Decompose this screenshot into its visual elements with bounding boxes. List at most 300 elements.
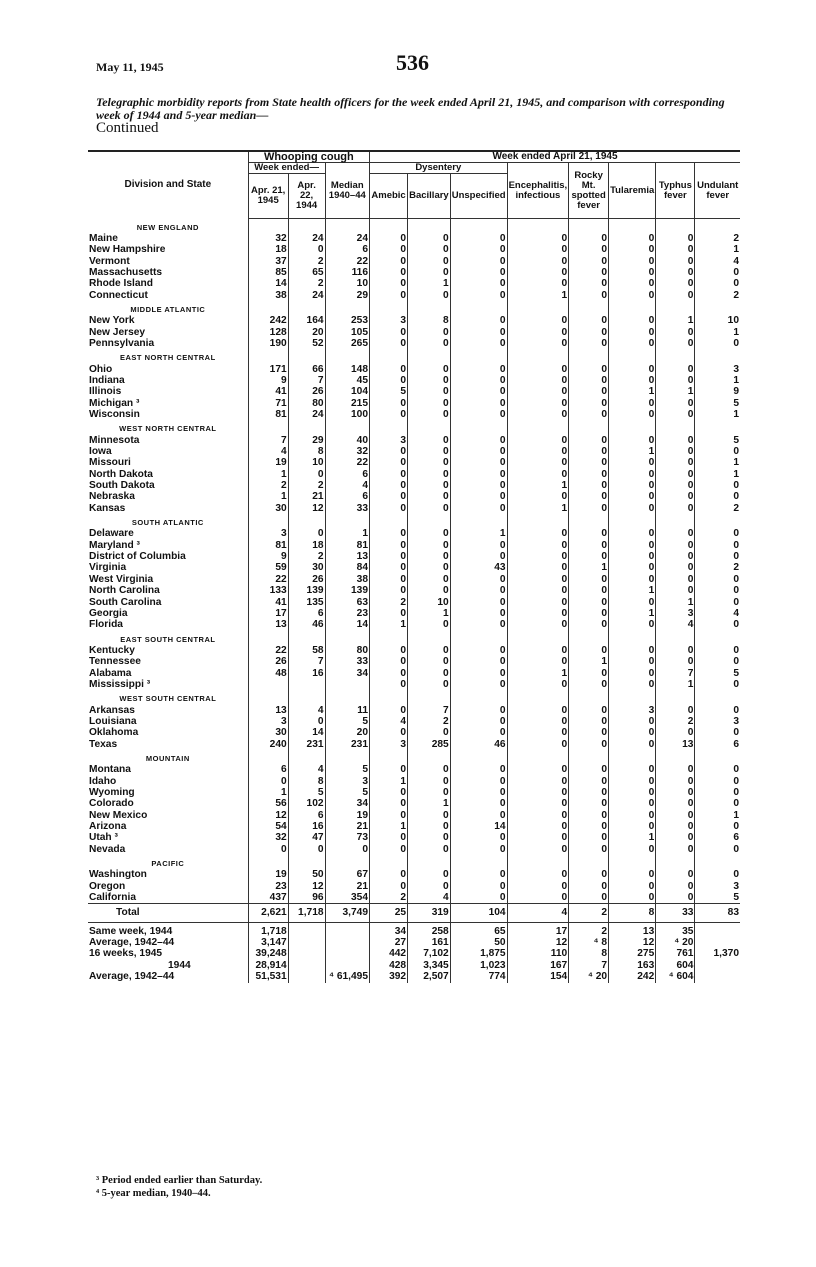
data-cell: 2 <box>370 597 408 608</box>
total-cell: 2,621 <box>248 904 288 922</box>
state-name: Maryland ³ <box>89 539 140 551</box>
data-cell: 0 <box>569 787 609 798</box>
data-cell: 0 <box>695 338 740 349</box>
data-cell: 4 <box>656 619 695 630</box>
state-row <box>88 869 740 880</box>
data-cell: 0 <box>656 327 695 338</box>
data-cell: 16 <box>288 668 325 679</box>
data-cell: 1 <box>695 457 740 468</box>
data-cell: 0 <box>370 244 408 255</box>
data-cell: 0 <box>609 574 656 585</box>
data-cell: 1 <box>656 597 695 608</box>
data-cell: 0 <box>609 315 656 326</box>
data-cell: 0 <box>656 244 695 255</box>
data-cell: 0 <box>408 764 451 775</box>
data-cell: 0 <box>450 668 507 679</box>
data-cell: 14 <box>450 821 507 832</box>
data-cell: 0 <box>408 327 451 338</box>
total-cell: 104 <box>450 904 507 922</box>
summary-label: 16 weeks, 1945 <box>89 948 163 960</box>
empty-cell <box>507 631 569 645</box>
state-name: Montana <box>89 764 131 776</box>
data-cell: 46 <box>288 619 325 630</box>
data-cell: 0 <box>507 540 569 551</box>
data-cell: 0 <box>408 881 451 892</box>
data-cell: 5 <box>695 435 740 446</box>
data-cell: 0 <box>450 869 507 880</box>
data-cell: 0 <box>408 480 451 491</box>
data-cell: 2 <box>695 562 740 573</box>
data-cell: 0 <box>450 267 507 278</box>
state-name: Arkansas <box>89 704 135 716</box>
total-cell: 33 <box>656 904 695 922</box>
data-cell: 0 <box>408 409 451 420</box>
data-cell: 0 <box>370 290 408 301</box>
data-cell: 0 <box>370 409 408 420</box>
data-cell: 0 <box>609 327 656 338</box>
data-cell: 0 <box>569 869 609 880</box>
data-cell: 81 <box>248 540 288 551</box>
summary-row <box>88 960 740 971</box>
empty-cell <box>695 750 740 764</box>
data-cell: 33 <box>325 656 369 667</box>
data-cell: 0 <box>408 398 451 409</box>
summary-cell: 110 <box>507 948 569 959</box>
data-cell: 5 <box>695 398 740 409</box>
data-cell: 12 <box>248 810 288 821</box>
summary-cell: 7,102 <box>408 948 451 959</box>
data-cell: 0 <box>288 844 325 855</box>
data-cell: 1 <box>695 327 740 338</box>
data-cell: 0 <box>569 574 609 585</box>
empty-cell <box>248 420 288 434</box>
data-cell: 0 <box>408 233 451 244</box>
state-name: Pennsylvania <box>89 337 155 349</box>
data-cell: 6 <box>248 764 288 775</box>
data-cell: 0 <box>569 290 609 301</box>
summary-cell: 2,507 <box>408 971 451 982</box>
empty-cell <box>248 514 288 528</box>
data-cell: 46 <box>450 739 507 750</box>
data-cell: 1 <box>507 290 569 301</box>
data-cell: 0 <box>656 574 695 585</box>
data-cell: 0 <box>370 278 408 289</box>
data-cell: 1 <box>609 386 656 397</box>
state-name: Louisiana <box>89 715 137 727</box>
data-cell: 13 <box>656 739 695 750</box>
summary-cell <box>288 971 325 982</box>
data-cell: 0 <box>609 398 656 409</box>
data-cell: 0 <box>569 645 609 656</box>
footnote-3: ³ Period ended earlier than Saturday. <box>96 1175 263 1186</box>
summary-cell: 34 <box>370 922 408 937</box>
data-cell: 47 <box>288 832 325 843</box>
data-cell: 0 <box>507 364 569 375</box>
week-ended-header: Week ended April 21, 1945 <box>370 151 740 163</box>
state-row <box>88 656 740 667</box>
data-cell: 0 <box>569 705 609 716</box>
data-cell: 0 <box>507 398 569 409</box>
data-cell: 171 <box>248 364 288 375</box>
empty-cell <box>248 855 288 869</box>
data-cell: 10 <box>325 278 369 289</box>
data-cell: 0 <box>370 798 408 809</box>
empty-cell <box>569 855 609 869</box>
summary-row <box>88 971 740 982</box>
data-cell: 96 <box>288 892 325 904</box>
state-row <box>88 798 740 809</box>
data-cell: 5 <box>325 787 369 798</box>
data-cell: 26 <box>288 574 325 585</box>
data-cell: 0 <box>507 233 569 244</box>
empty-cell <box>569 750 609 764</box>
data-cell: 3 <box>248 716 288 727</box>
empty-cell <box>609 349 656 363</box>
summary-cell: 258 <box>408 922 451 937</box>
data-cell: 0 <box>370 656 408 667</box>
data-cell: 4 <box>325 480 369 491</box>
data-cell: 0 <box>507 727 569 738</box>
data-cell: 30 <box>248 503 288 514</box>
data-cell: 0 <box>408 562 451 573</box>
summary-cell: 8 <box>569 948 609 959</box>
region-header <box>88 420 740 434</box>
data-cell: 0 <box>609 597 656 608</box>
summary-cell <box>695 937 740 948</box>
empty-cell <box>325 514 369 528</box>
data-cell: 21 <box>325 881 369 892</box>
data-cell: 63 <box>325 597 369 608</box>
data-cell: 0 <box>408 528 451 539</box>
empty-cell <box>450 631 507 645</box>
summary-cell: 161 <box>408 937 451 948</box>
state-name: Minnesota <box>89 434 140 446</box>
data-cell: 0 <box>408 551 451 562</box>
data-cell: 0 <box>507 446 569 457</box>
data-cell: 0 <box>450 832 507 843</box>
data-cell: 0 <box>569 503 609 514</box>
col-median: Median 1940–44 <box>325 163 369 219</box>
data-cell: 2 <box>248 480 288 491</box>
state-name: Arizona <box>89 821 127 833</box>
data-cell: 0 <box>656 551 695 562</box>
data-cell: 52 <box>288 338 325 349</box>
data-cell: 0 <box>656 338 695 349</box>
data-cell: 0 <box>609 409 656 420</box>
data-cell: 1 <box>609 832 656 843</box>
data-cell: 0 <box>609 619 656 630</box>
data-cell: 0 <box>609 491 656 502</box>
state-name: Mississippi ³ <box>89 678 151 690</box>
data-cell: 26 <box>248 656 288 667</box>
data-cell: 45 <box>325 375 369 386</box>
whooping-cough-header: Whooping cough <box>248 151 369 163</box>
data-cell: 38 <box>325 574 369 585</box>
empty-cell <box>450 690 507 704</box>
data-cell: 0 <box>609 716 656 727</box>
total-cell: 8 <box>609 904 656 922</box>
data-cell: 0 <box>695 278 740 289</box>
data-cell: 0 <box>370 608 408 619</box>
data-cell: 80 <box>288 398 325 409</box>
empty-cell <box>408 420 451 434</box>
data-cell: 0 <box>408 244 451 255</box>
summary-cell: 154 <box>507 971 569 982</box>
summary-cell: 28,914 <box>248 960 288 971</box>
data-cell: 0 <box>609 375 656 386</box>
data-cell: 1 <box>408 798 451 809</box>
empty-cell <box>248 219 288 233</box>
data-cell: 0 <box>507 705 569 716</box>
state-row <box>88 821 740 832</box>
data-cell: 12 <box>288 503 325 514</box>
data-cell: 0 <box>609 256 656 267</box>
data-cell: 14 <box>288 727 325 738</box>
data-cell: 0 <box>656 469 695 480</box>
data-cell: 0 <box>609 528 656 539</box>
data-cell: 12 <box>288 881 325 892</box>
data-cell: 84 <box>325 562 369 573</box>
summary-row <box>88 937 740 948</box>
empty-cell <box>288 855 325 869</box>
data-cell: 3 <box>248 528 288 539</box>
data-cell: 0 <box>370 267 408 278</box>
data-cell: 0 <box>569 597 609 608</box>
data-cell: 0 <box>507 869 569 880</box>
region-name: MOUNTAIN <box>145 753 190 763</box>
state-name: Virginia <box>89 562 127 574</box>
data-cell: 0 <box>450 844 507 855</box>
state-name: District of Columbia <box>89 551 186 563</box>
state-name: Missouri <box>89 457 131 469</box>
data-cell: 0 <box>507 716 569 727</box>
data-cell: 24 <box>288 409 325 420</box>
data-cell: 6 <box>325 491 369 502</box>
data-cell: 0 <box>695 821 740 832</box>
data-cell: 354 <box>325 892 369 904</box>
data-cell: 32 <box>248 233 288 244</box>
region-header <box>88 631 740 645</box>
data-cell: 0 <box>569 375 609 386</box>
data-cell: 0 <box>450 787 507 798</box>
data-cell: 17 <box>248 608 288 619</box>
data-cell: 1 <box>450 528 507 539</box>
data-cell: 139 <box>325 585 369 596</box>
summary-cell: 392 <box>370 971 408 982</box>
data-cell: 71 <box>248 398 288 409</box>
data-cell: 0 <box>656 528 695 539</box>
data-cell: 0 <box>370 764 408 775</box>
data-cell: 0 <box>450 233 507 244</box>
data-cell: 0 <box>569 244 609 255</box>
empty-cell <box>248 631 288 645</box>
data-cell: 0 <box>656 278 695 289</box>
data-cell: 1 <box>248 491 288 502</box>
data-cell: 0 <box>370 787 408 798</box>
empty-cell <box>695 420 740 434</box>
data-cell: 0 <box>450 574 507 585</box>
col-apr-22: Apr. 22, 1944 <box>288 174 325 219</box>
region-header <box>88 349 740 363</box>
data-cell: 0 <box>507 597 569 608</box>
summary-cell <box>695 960 740 971</box>
summary-cell: 163 <box>609 960 656 971</box>
summary-cell <box>325 937 369 948</box>
data-cell: 0 <box>450 679 507 690</box>
data-cell: 0 <box>656 645 695 656</box>
empty-cell <box>408 855 451 869</box>
state-name: West Virginia <box>89 573 154 585</box>
data-cell: 0 <box>569 338 609 349</box>
data-cell: 0 <box>695 869 740 880</box>
state-name: Michigan ³ <box>89 397 140 409</box>
data-cell: 3 <box>370 315 408 326</box>
page-date: May 11, 1945 <box>96 60 164 74</box>
data-cell: 29 <box>325 290 369 301</box>
data-cell: 0 <box>656 881 695 892</box>
page-number: 536 <box>396 50 429 75</box>
data-cell: 1 <box>695 469 740 480</box>
state-name: Wyoming <box>89 787 135 798</box>
summary-cell: 13 <box>609 922 656 937</box>
data-cell: 0 <box>288 244 325 255</box>
empty-cell <box>370 750 408 764</box>
data-cell: 0 <box>408 457 451 468</box>
empty-cell <box>408 219 451 233</box>
summary-row <box>88 948 740 959</box>
data-cell: 0 <box>507 327 569 338</box>
data-cell: 128 <box>248 327 288 338</box>
data-cell: 34 <box>325 798 369 809</box>
state-row <box>88 551 740 562</box>
data-cell: 48 <box>248 668 288 679</box>
state-name: Colorado <box>89 798 134 810</box>
col-tularemia: Tularemia <box>609 163 656 219</box>
data-cell: 0 <box>370 881 408 892</box>
data-cell: 0 <box>408 727 451 738</box>
data-cell: 0 <box>450 892 507 904</box>
summary-cell: 51,531 <box>248 971 288 982</box>
empty-cell <box>656 349 695 363</box>
data-cell: 0 <box>609 457 656 468</box>
data-cell: 6 <box>695 832 740 843</box>
state-name: Alabama <box>89 667 132 679</box>
data-cell: 81 <box>325 540 369 551</box>
data-cell: 41 <box>248 597 288 608</box>
empty-cell <box>609 855 656 869</box>
data-cell: 0 <box>569 764 609 775</box>
data-cell: 9 <box>248 551 288 562</box>
data-cell: 0 <box>408 503 451 514</box>
data-cell: 0 <box>370 480 408 491</box>
data-cell: 0 <box>450 398 507 409</box>
data-cell: 22 <box>248 574 288 585</box>
data-cell: 0 <box>569 892 609 904</box>
total-cell: 83 <box>695 904 740 922</box>
data-cell: 5 <box>370 386 408 397</box>
state-row <box>88 409 740 420</box>
state-row <box>88 375 740 386</box>
empty-cell <box>408 349 451 363</box>
data-cell: 21 <box>325 821 369 832</box>
data-cell: 8 <box>288 776 325 787</box>
data-cell: 0 <box>569 457 609 468</box>
total-cell: 25 <box>370 904 408 922</box>
state-name: Connecticut <box>89 289 148 301</box>
data-cell: 21 <box>288 491 325 502</box>
state-row <box>88 810 740 821</box>
data-cell: 0 <box>569 716 609 727</box>
data-cell: 20 <box>325 727 369 738</box>
data-cell: 231 <box>288 739 325 750</box>
state-row <box>88 386 740 397</box>
total-cell: 1,718 <box>288 904 325 922</box>
region-name: EAST NORTH CENTRAL <box>120 353 216 363</box>
data-cell: 3 <box>325 776 369 787</box>
data-cell: 24 <box>288 290 325 301</box>
data-cell: 0 <box>609 810 656 821</box>
data-cell: 0 <box>450 435 507 446</box>
data-cell: 38 <box>248 290 288 301</box>
morbidity-table <box>88 150 740 983</box>
data-cell: 0 <box>609 364 656 375</box>
empty-cell <box>248 301 288 315</box>
data-cell: 0 <box>370 364 408 375</box>
data-cell: 0 <box>569 386 609 397</box>
data-cell: 0 <box>695 480 740 491</box>
data-cell: 0 <box>695 727 740 738</box>
state-name: South Carolina <box>89 596 162 608</box>
state-row <box>88 716 740 727</box>
data-cell: 0 <box>695 491 740 502</box>
data-cell: 0 <box>248 844 288 855</box>
empty-cell <box>569 219 609 233</box>
summary-label: 1944 <box>168 959 191 971</box>
data-cell: 0 <box>569 315 609 326</box>
state-name: Wisconsin <box>89 409 140 420</box>
state-name: New York <box>89 315 135 327</box>
empty-cell <box>370 219 408 233</box>
state-row <box>88 435 740 446</box>
dysentery-header: Dysentery <box>370 163 508 174</box>
state-row <box>88 619 740 630</box>
data-cell: 24 <box>325 233 369 244</box>
summary-cell <box>695 922 740 937</box>
data-cell: 0 <box>408 656 451 667</box>
empty-cell <box>288 420 325 434</box>
data-cell: 0 <box>450 716 507 727</box>
state-row <box>88 338 740 349</box>
data-cell: 5 <box>695 892 740 904</box>
data-cell: 30 <box>288 562 325 573</box>
data-cell: 0 <box>609 656 656 667</box>
total-row <box>88 904 740 922</box>
state-row <box>88 787 740 798</box>
state-row <box>88 574 740 585</box>
data-cell: 0 <box>507 892 569 904</box>
summary-cell: 12 <box>609 937 656 948</box>
data-cell: 0 <box>450 491 507 502</box>
data-cell: 0 <box>507 386 569 397</box>
data-cell: 0 <box>370 727 408 738</box>
data-cell: 1 <box>408 608 451 619</box>
state-name: North Carolina <box>89 585 160 597</box>
state-row <box>88 233 740 244</box>
empty-cell <box>325 420 369 434</box>
data-cell: 0 <box>450 705 507 716</box>
data-cell: 3 <box>695 881 740 892</box>
data-cell: 0 <box>569 551 609 562</box>
